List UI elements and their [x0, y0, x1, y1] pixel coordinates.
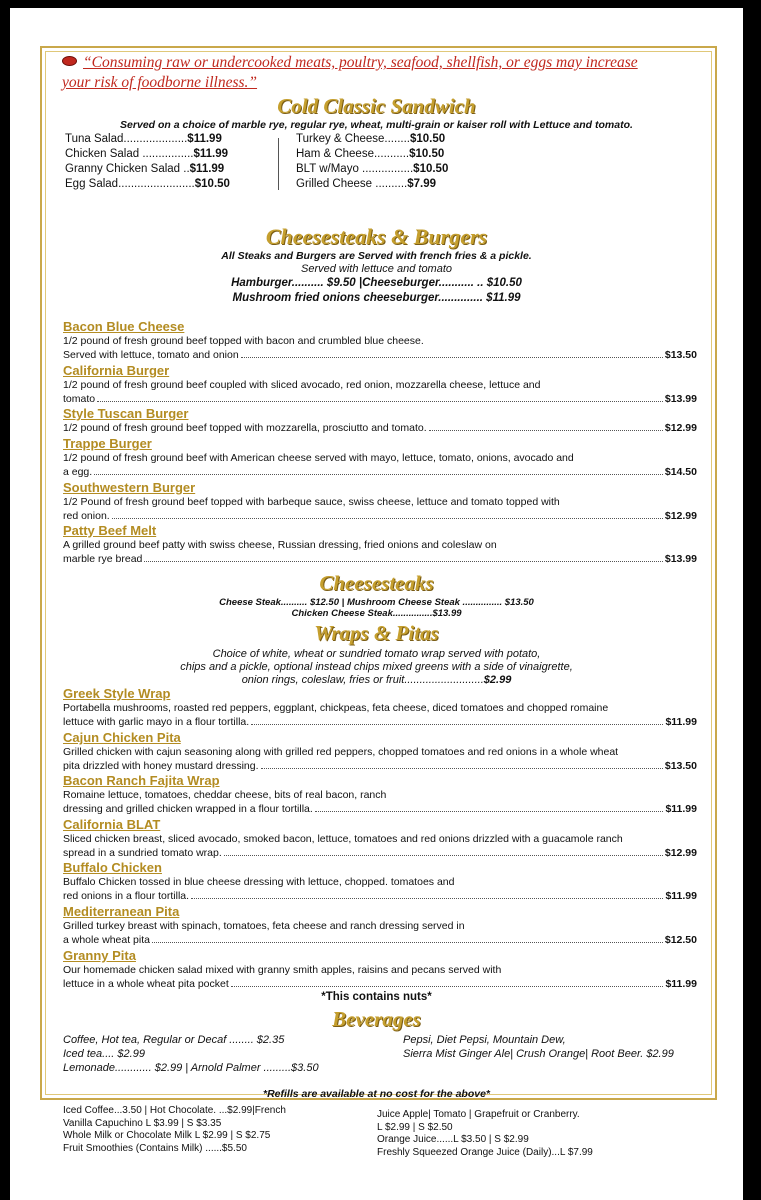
menu-item-price-line: a egg. $14.50: [63, 466, 697, 478]
menu-item-price: $12.99: [664, 847, 697, 859]
menu-item-description: 1/2 pound of fresh ground beef with American cheese served with mayo, lettuce, tomato, onions, avocado and: [63, 452, 574, 464]
menu-item-price: $12.99: [664, 510, 697, 522]
list-item: Chicken Salad ................$11.99: [65, 148, 229, 160]
list-item: Vanilla Capuchino L $3.99 | S $3.35: [63, 1117, 222, 1129]
menu-item-price-line: lettuce in a whole wheat pita pocket $11.99: [63, 978, 697, 990]
cold-sandwich-note: Served on a choice of marble rye, regular rye, wheat, multi-grain or kaiser roll with Lettuce and tomato.: [120, 119, 633, 131]
menu-item: [63, 406, 697, 435]
menu-item-name: California BLAT: [63, 817, 161, 832]
column-divider: [278, 138, 279, 190]
cold-right-list: [296, 132, 448, 192]
warning-line-2: your risk of foodborne illness.”: [62, 74, 258, 91]
beverages-title: Beverages: [332, 1007, 421, 1031]
menu-item-description: 1/2 pound of fresh ground beef topped with bacon and crumbled blue cheese.: [63, 335, 424, 347]
menu-item-description: 1/2 pound of fresh ground beef coupled with sliced avocado, red onion, mozzarella cheese, lettuce and: [63, 379, 541, 391]
wraps-note-3: onion rings, coleslaw, fries or fruit..........................$2.99: [241, 674, 512, 686]
menu-item: [63, 523, 697, 566]
menu-item-description: Grilled turkey breast with spinach, tomatoes, feta cheese and ranch dressing served in: [63, 920, 465, 932]
list-item: Iced Coffee...3.50 | Hot Chocolate. ...$2.99|French: [63, 1105, 286, 1116]
menu-item-price: $14.50: [664, 466, 697, 478]
menu-item: [63, 948, 697, 991]
menu-item-price-line: a whole wheat pita $12.50: [63, 934, 697, 946]
beverages-right: [403, 1033, 674, 1061]
menu-item-price: $12.50: [664, 934, 697, 946]
menu-item-price: $13.50: [664, 349, 697, 361]
list-item: Granny Chicken Salad ..$11.99: [65, 163, 225, 175]
menu-item-name: Patty Beef Melt: [63, 523, 157, 538]
wraps-title: Wraps & Pitas: [314, 621, 439, 645]
burgers-line-2: Mushroom fried onions cheeseburger.............. $11.99: [232, 292, 521, 304]
menu-item-price-line: red onions in a flour tortilla. $11.99: [63, 890, 697, 902]
menu-item-description: A grilled ground beef patty with swiss cheese, Russian dressing, fried onions and coleslaw on: [63, 539, 497, 551]
menu-item: [63, 817, 697, 860]
menu-item-price-line: tomato $13.99: [63, 393, 697, 405]
menu-item-description: Grilled chicken with cajun seasoning along with grilled red peppers, chopped tomatoes and red onions in a whole wheat: [63, 746, 619, 758]
menu-item-price-line: pita drizzled with honey mustard dressing. $13.50: [63, 760, 697, 772]
list-item: Fruit Smoothies (Contains Milk) ......$5.50: [63, 1142, 247, 1154]
wraps-note-2: chips and a pickle, optional instead chips mixed greens with a side of vinaigrette,: [180, 661, 573, 673]
menu-page: [10, 8, 743, 1200]
burgers-title: Cheesesteaks & Burgers: [265, 224, 488, 249]
menu-item: [63, 904, 697, 947]
menu-item-name: Trappe Burger: [63, 436, 152, 451]
menu-item: [63, 480, 697, 523]
list-item: Sierra Mist Ginger Ale| Crush Orange| Root Beer. $2.99: [403, 1048, 674, 1060]
beverages-right-2: [377, 1109, 593, 1159]
menu-item: [63, 860, 697, 903]
menu-item-name: Cajun Chicken Pita: [63, 730, 181, 745]
list-item: Pepsi, Diet Pepsi, Mountain Dew,: [403, 1034, 566, 1046]
menu-item-price: $13.99: [664, 393, 697, 405]
list-item: Iced tea.... $2.99: [63, 1048, 145, 1060]
menu-item: [63, 363, 697, 406]
menu-item-price: $11.99: [665, 890, 697, 902]
menu-item-price-line: spread in a sundried tomato wrap. $12.99: [63, 847, 697, 859]
beverages-left-2: [63, 1105, 286, 1155]
menu-item-description: Romaine lettuce, tomatoes, cheddar cheese, bits of real bacon, ranch: [63, 789, 387, 801]
menu-item-description: Our homemade chicken salad mixed with granny smith apples, raisins and pecans served with: [63, 964, 502, 976]
list-item: Grilled Cheese ..........$7.99: [296, 178, 436, 190]
menu-item-price-line: 1/2 pound of fresh ground beef topped with mozzarella, prosciutto and tomato. $12.99: [63, 422, 697, 434]
menu-item-description: 1/2 Pound of fresh ground beef topped with barbeque sauce, swiss cheese, lettuce and tomato topped with: [63, 496, 560, 508]
list-item: Whole Milk or Chocolate Milk L $2.99 | S $2.75: [63, 1130, 271, 1141]
menu-item-price-line: Served with lettuce, tomato and onion $13.50: [63, 349, 697, 361]
list-item: BLT w/Mayo ................$10.50: [296, 163, 449, 175]
menu-item-price-line: dressing and grilled chicken wrapped in a flour tortilla. $11.99: [63, 803, 697, 815]
menu-item-description: Sliced chicken breast, sliced avocado, smoked bacon, lettuce, tomatoes and red onions drizzled with a guacamole ranch: [63, 833, 623, 845]
list-item: Lemonade............ $2.99 | Arnold Palmer .........$3.50: [63, 1062, 319, 1074]
menu-item-price: $11.99: [665, 803, 697, 815]
warning-line-1: “Consuming raw or undercooked meats, poultry, seafood, shellfish, or eggs may increase: [83, 54, 638, 71]
cheesesteaks-line-2: Chicken Cheese Steak...............$13.99: [291, 608, 462, 619]
beverages-left: [63, 1033, 319, 1075]
menu-item: [63, 436, 697, 479]
menu-item-name: California Burger: [63, 363, 170, 378]
menu-item-price: $13.99: [664, 553, 697, 565]
menu-item: [63, 773, 697, 816]
menu-item-price: $12.99: [664, 422, 697, 434]
list-item: Turkey & Cheese........$10.50: [296, 133, 446, 145]
list-item: Tuna Salad....................$11.99: [65, 133, 222, 145]
list-item: Coffee, Hot tea, Regular or Decaf ........ $2.35: [63, 1034, 285, 1046]
menu-item-price: $13.50: [664, 760, 697, 772]
refill-note: *Refills are available at no cost for the above*: [263, 1088, 490, 1100]
menu-item-description: Buffalo Chicken tossed in blue cheese dressing with lettuce, chopped. tomatoes and: [63, 876, 455, 888]
menu-item-price: $11.99: [665, 716, 697, 728]
menu-item-name: Style Tuscan Burger: [63, 406, 189, 421]
list-item: Juice Apple| Tomato | Grapefruit or Cranberry.: [377, 1109, 580, 1120]
list-item: Egg Salad........................$10.50: [65, 178, 230, 190]
list-item: Ham & Cheese...........$10.50: [296, 148, 445, 160]
cold-sandwich-title: Cold Classic Sandwich: [277, 94, 476, 118]
cheesesteaks-title: Cheesesteaks: [319, 571, 434, 595]
menu-item: [63, 730, 697, 773]
cheesesteaks-line-1: Cheese Steak.......... $12.50 | Mushroom Cheese Steak ............... $13.50: [219, 597, 534, 608]
menu-item-name: Mediterranean Pita: [63, 904, 180, 919]
menu-item-name: Bacon Ranch Fajita Wrap: [63, 773, 220, 788]
menu-item-name: Granny Pita: [63, 948, 136, 963]
wraps-note-1: Choice of white, wheat or sundried tomato wrap served with potato,: [212, 648, 541, 660]
menu-item-name: Buffalo Chicken: [63, 860, 162, 875]
menu-item-price: $11.99: [665, 978, 697, 990]
menu-item-price-line: marble rye bread $13.99: [63, 553, 697, 565]
nuts-note: *This contains nuts*: [321, 991, 432, 1003]
menu-item-name: Southwestern Burger: [63, 480, 196, 495]
menu-item: [63, 319, 697, 362]
menu-item-price-line: red onion. $12.99: [63, 510, 697, 522]
burgers-note: All Steaks and Burgers are Served with french fries & a pickle.: [221, 250, 532, 262]
list-item: Freshly Squeezed Orange Juice (Daily)...L $7.99: [377, 1146, 593, 1158]
cold-left-list: [65, 132, 230, 192]
menu-item-description: Portabella mushrooms, roasted red peppers, eggplant, chickpeas, feta cheese, diced tomatoes and chopped romaine: [63, 702, 609, 714]
list-item: Orange Juice......L $3.50 | S $2.99: [377, 1134, 529, 1145]
burgers-subnote: Served with lettuce and tomato: [300, 263, 453, 275]
menu-item-name: Bacon Blue Cheese: [63, 319, 185, 334]
menu-item-price-line: lettuce with garlic mayo in a flour tortilla. $11.99: [63, 716, 697, 728]
burgers-line-1: Hamburger.......... $9.50 |Cheeseburger........... .. $10.50: [231, 277, 522, 289]
allergy-warning: [62, 53, 638, 73]
menu-item-name: Greek Style Wrap: [63, 686, 171, 701]
list-item: L $2.99 | S $2.50: [377, 1121, 453, 1133]
red-bullet-icon: [62, 56, 77, 66]
menu-item: [63, 686, 697, 729]
